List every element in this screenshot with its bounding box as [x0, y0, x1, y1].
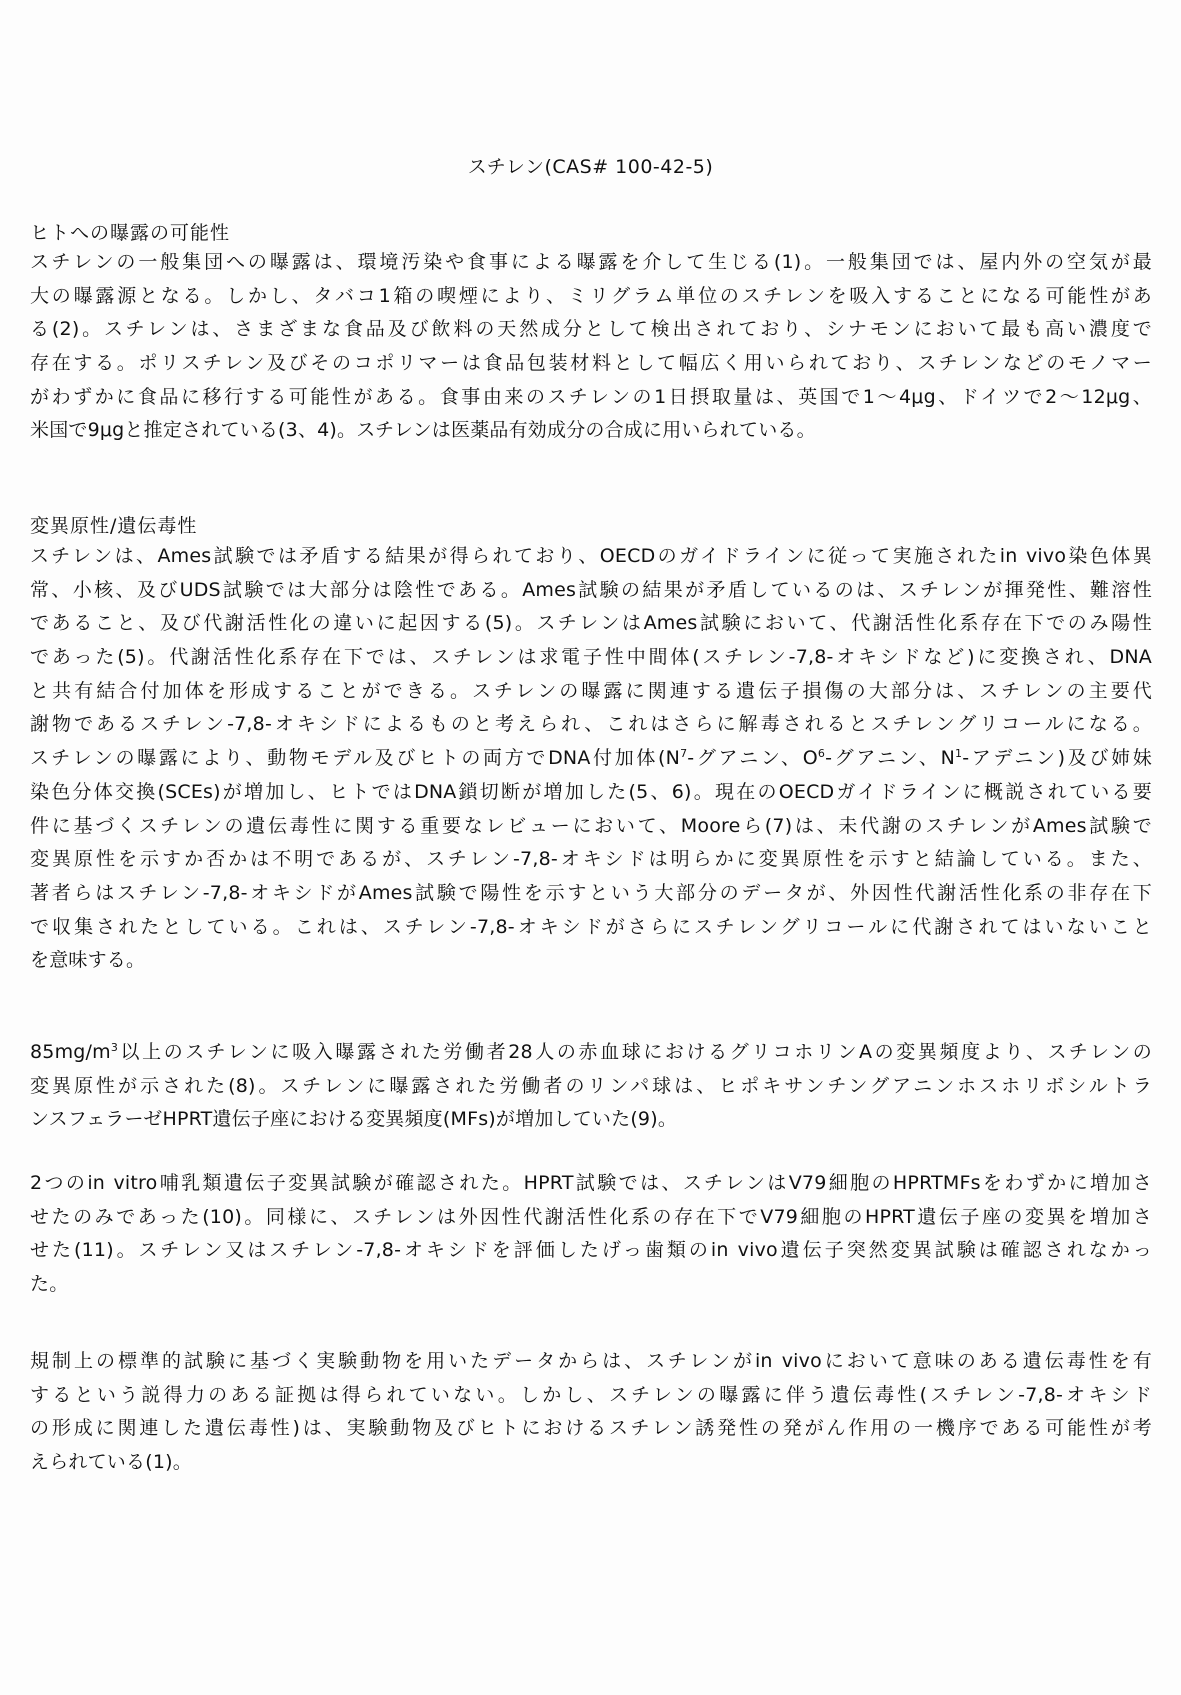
text-line: た。	[30, 1273, 69, 1296]
text-line: がわずかに食品に移行する可能性がある。食事由来のスチレンの1日摂取量は、英国で1〜4μg、ドイツで2〜12μg、	[30, 385, 1152, 408]
text-line: 変異原性が示された(8)。スチレンに曝露された労働者のリンパ球は、ヒポキサンチングアニンホスホリボシルトラ	[30, 1074, 1152, 1097]
paragraph-exposure	[30, 246, 1152, 448]
text-line: 2つのin vitro哺乳類遺伝子変異試験が確認された。HPRT試験では、スチレンはV79細胞のHPRTMFsをわずかに増加さ	[30, 1172, 1152, 1194]
text-line: る(2)。スチレンは、さまざまな食品及び飲料の天然成分として検出されており、シナモンにおいて最も高い濃度で	[30, 318, 1152, 341]
document-title: スチレン(CAS# 100-42-5)	[467, 156, 714, 178]
text-line: を意味する。	[30, 949, 146, 972]
text-line: $85mg/m^3$以上のスチレンに吸入曝露された労働者28人の赤血球におけるグリコホリンAの変異頻度より、スチレンの	[30, 1041, 1152, 1063]
text-line: と共有結合付加体を形成することができる。スチレンの曝露に関連する遺伝子損傷の大部分は、スチレンの主要代	[30, 679, 1152, 702]
text-line: スチレンの曝露により、動物モデル及びヒトの両方でDNA付加体($N^7-$グアニン、$O^6-$グアニン、$N^1-$アデニン)及び姉妹	[30, 747, 1153, 770]
text-line: 染色分体交換(SCEs)が増加し、ヒトではDNA鎖切断が増加した(5、6)。現在のOECDガイドラインに概説されている要	[30, 780, 1152, 803]
text-line: の形成に関連した遺伝毒性)は、実験動物及びヒトにおけるスチレン誘発性の発がん作用の一機序である可能性が考	[30, 1417, 1152, 1440]
text-line: 件に基づくスチレンの遺伝毒性に関する重要なレビューにおいて、Mooreら(7)は、未代謝のスチレンがAmes試験で	[30, 814, 1152, 837]
text-line: 大の曝露源となる。しかし、タバコ1箱の喫煙により、ミリグラム単位のスチレンを吸入することになる可能性があ	[30, 284, 1152, 307]
text-line: 謝物であるスチレン-7,8-オキシドによるものと考えられ、これはさらに解毒されるとスチレングリコールになる。	[30, 713, 1152, 736]
paragraph-genotoxicity-4	[30, 1345, 1152, 1480]
text-line: せた(11)。スチレン又はスチレン-7,8-オキシドを評価したげっ歯類のin vivo遺伝子突然変異試験は確認されなかっ	[30, 1239, 1152, 1262]
text-line: えられている(1)。	[30, 1451, 192, 1474]
text-line: 米国で9μgと推定されている(3、4)。スチレンは医薬品有効成分の合成に用いられている。	[30, 419, 816, 442]
text-line: 常、小核、及びUDS試験では大部分は陰性である。Ames試験の結果が矛盾しているのは、スチレンが揮発性、難溶性	[30, 578, 1152, 601]
text-line: であった(5)。代謝活性化系存在下では、スチレンは求電子性中間体(スチレン-7,8-オキシドなど)に変換され、DNA	[30, 646, 1152, 669]
text-line: スチレンは、Ames試験では矛盾する結果が得られており、OECDのガイドラインに従って実施されたin vivo染色体異	[30, 545, 1152, 567]
text-line: 存在する。ポリスチレン及びそのコポリマーは食品包装材料として幅広く用いられており、スチレンなどのモノマー	[30, 352, 1152, 375]
paragraph-genotoxicity-3	[30, 1167, 1152, 1302]
text-line: 規制上の標準的試験に基づく実験動物を用いたデータからは、スチレンがin vivoにおいて意味のある遺伝毒性を有	[30, 1350, 1152, 1372]
section-heading-genotoxicity: 変異原性/遺伝毒性	[30, 515, 198, 537]
text-line: スチレンの一般集団への曝露は、環境汚染や食事による曝露を介して生じる(1)。一般集団では、屋内外の空気が最	[30, 251, 1152, 273]
text-line: で収集されたとしている。これは、スチレン-7,8-オキシドがさらにスチレングリコールに代謝されてはいないこと	[30, 915, 1152, 938]
text-line: であること、及び代謝活性化の違いに起因する(5)。スチレンはAmes試験において、代謝活性化系存在下でのみ陽性	[30, 612, 1152, 635]
text-line: するという説得力のある証拠は得られていない。しかし、スチレンの曝露に伴う遺伝毒性(スチレン-7,8-オキシド	[30, 1383, 1152, 1406]
paragraph-genotoxicity-2	[30, 1036, 1152, 1137]
text-line: せたのみであった(10)。同様に、スチレンは外因性代謝活性化系の存在下でV79細胞のHPRT遺伝子座の変異を増加さ	[30, 1205, 1152, 1228]
paragraph-genotoxicity-1	[30, 540, 1152, 978]
text-line: 著者らはスチレン-7,8-オキシドがAmes試験で陽性を示すという大部分のデータが、外因性代謝活性化系の非存在下	[30, 881, 1152, 904]
text-line: 変異原性を示すか否かは不明であるが、スチレン-7,8-オキシドは明らかに変異原性を示すと結論している。また、	[30, 848, 1152, 871]
section-heading-exposure: ヒトへの曝露の可能性	[30, 222, 231, 244]
text-line: ンスフェラーゼHPRT遺伝子座における変異頻度(MFs)が増加していた(9)。	[30, 1108, 678, 1131]
